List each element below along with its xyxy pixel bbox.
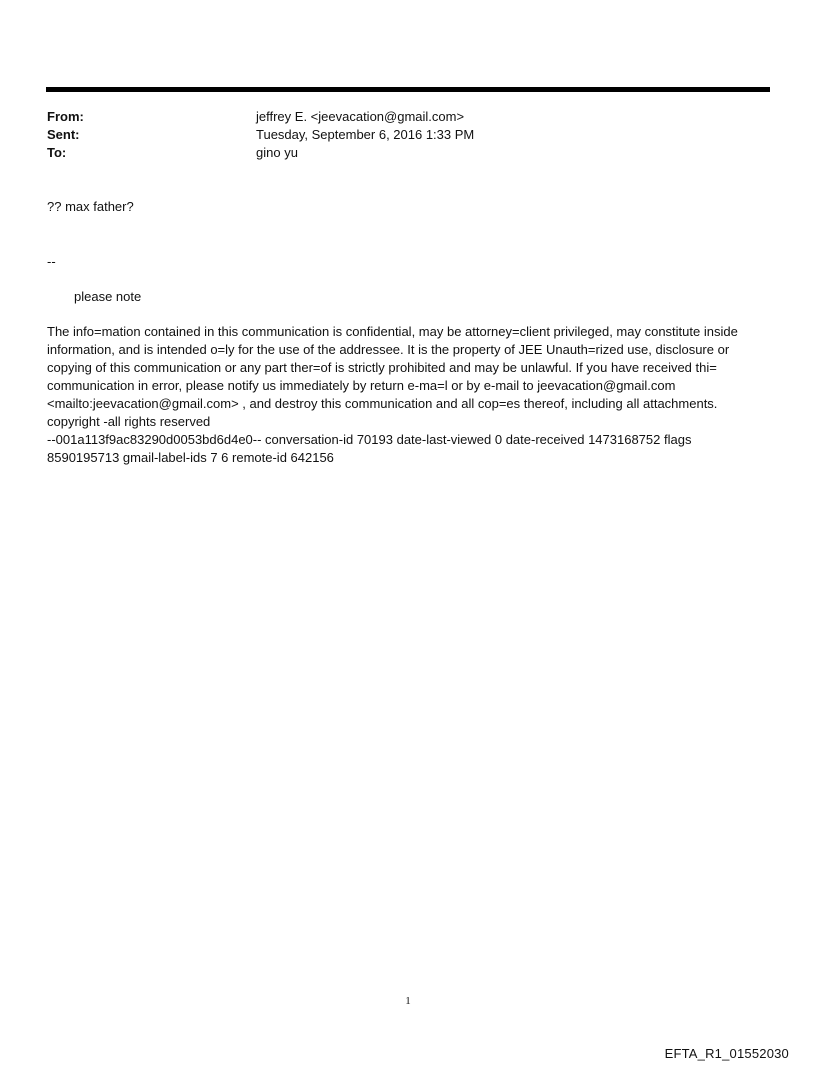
bates-number: EFTA_R1_01552030 bbox=[664, 1046, 789, 1061]
from-row bbox=[47, 108, 747, 126]
sent-row bbox=[47, 126, 747, 144]
header-divider bbox=[46, 87, 770, 92]
page-number: 1 bbox=[405, 995, 411, 1007]
from-label: From: bbox=[47, 109, 84, 124]
signature-separator: -- bbox=[47, 254, 56, 269]
sent-label: Sent: bbox=[47, 127, 80, 142]
to-row bbox=[47, 144, 747, 162]
message-line: ?? max father? bbox=[47, 199, 134, 214]
note-line: please note bbox=[74, 289, 142, 304]
from-value: jeffrey E. <jeevacation@gmail.com> bbox=[256, 109, 465, 124]
confidentiality-disclaimer: The info=mation contained in this communication is confidential, may be attorney=client privileged, may constitute inside information, and is intended o=ly for the use of the addressee. It is the property of JEE Unauth=rized use, disclosure or copying of this communication or any part ther=of is strictly prohibited and may be unlawful. If you have received thi= communication in error, please notify us immediately by return e-ma=l or by e-mail to jeevacation@gmail.com <mailto:jeevacation@gmail.com> , and destroy this communication and all cop=es thereof, including all attachments. copyright -all rights reserved --001a113f9ac83290d0053bd6d4e0-- conversation-id 70193 date-last-viewed 0 date-received 1473168752 flags 8590195713 gmail-label-ids 7 6 remote-id 642156 bbox=[47, 324, 738, 465]
to-label: To: bbox=[47, 145, 67, 160]
to-value: gino yu bbox=[256, 145, 298, 160]
sent-value: Tuesday, September 6, 2016 1:33 PM bbox=[256, 127, 475, 142]
email-header bbox=[47, 108, 747, 162]
